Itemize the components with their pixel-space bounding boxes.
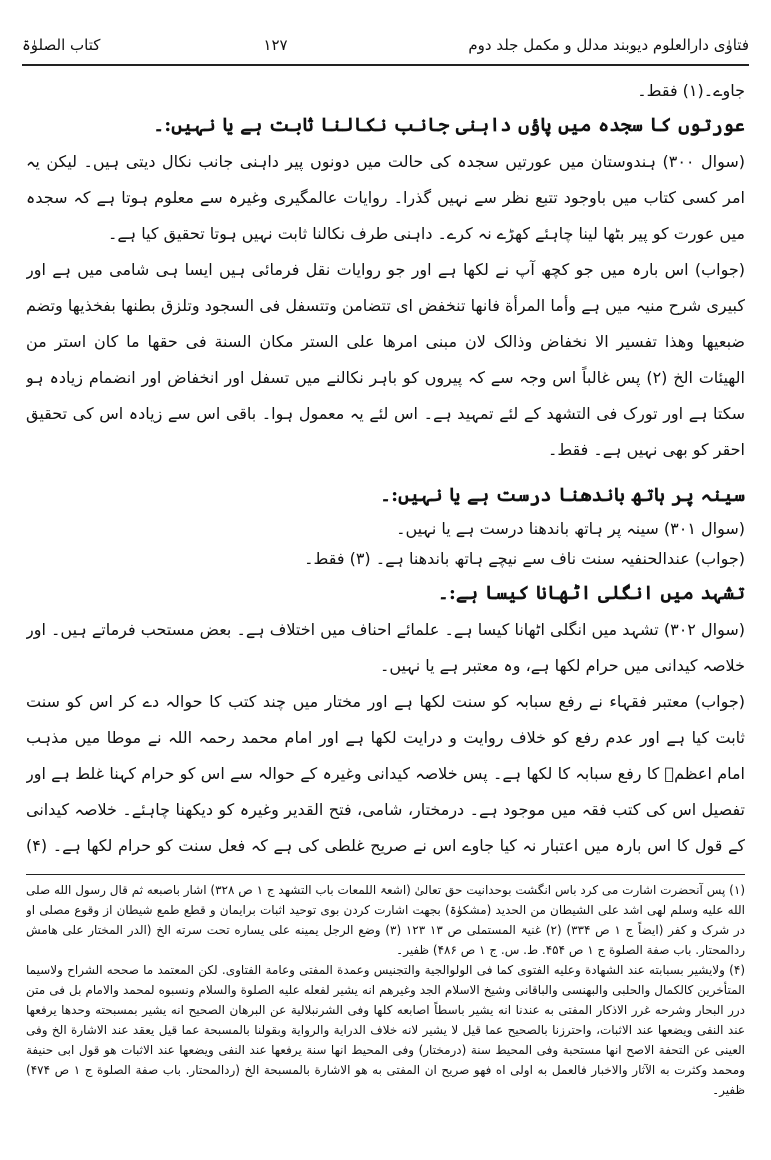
page-number: ۱۲۷	[263, 36, 288, 54]
running-header	[22, 28, 749, 62]
question-301: (سوال ۳۰۱) سینہ پر ہاتھ باندھنا درست ہے یا نہیں۔	[396, 519, 745, 538]
section-heading-302: تشہد میں انگلی اٹھانا کیسا ہے:۔	[437, 582, 745, 604]
section-heading-301: سینہ پر ہاتھ باندھنا درست ہے یا نہیں:۔	[379, 484, 745, 506]
answer-300: (جواب) اس بارہ میں جو کچھ آپ نے لکھا ہے اور جو روایات نقل فرمائی ہیں ایسا ہی شامی میں ہے اور کبیری شرح منیہ میں ہے وأما المرأة فانها تنخفض ای تتضامن وتتسفل فی السجود وتلزق بطنها بفخذیها وتضم ضبعیها وهذا تفسیر الا نخفاض وذالک لان مبنی امرها علی الستر مکان السنة فی حقها ما کان استر من الهیئات الخ (۲) پس غالباً اس وجہ سے کہ پیروں کو باہر نکالنے میں تسفل اور انخفاض اور انضمام زیادہ ہو سکتا ہے اور تورک فی التشهد کے لئے تمہید ہے۔ اس لئے یہ معمول ہوا۔ باقی اس سے زیادہ اس کی تحقیق احقر کو بھی نہیں ہے۔ فقط۔	[26, 260, 745, 459]
footnote-1-3: (۱) پس آنحضرت اشارت می کرد باس انگشت بوحدانیت حق تعالیٰ (اشعۃ اللمعات باب التشهد ج ۱ ص ۳۲۸) اشار باصبعه ثم قال رسول الله صلی الله علیه وسلم لهی اشد علی الشیطان من الحدید (مشکوٰۃ) بجهت اشارت کردن بوی توحید اثبات برایمان و قطع طمع شیطان از وقوع مصلی او در شرک و کفر (ایضاً ج ۱ ص ۳۳۴) (۲) غنیۃ المستملی ص ۱۳ ۱۲۳ (۳) وضع الرجل یمینه علی یساره تحت سرته الخ (الدر المختار علی هامش ردالمحتار. باب صفة الصلوة ج ۱ ص ۴۵۴. ط. س. ج ۱ ص ۴۸۶) ظفیر۔	[26, 883, 745, 957]
footnotes	[26, 880, 745, 1150]
footnote-divider	[26, 874, 745, 875]
section-heading-300: عورتوں کا سجدہ میں پاؤں داہنی جانب نکالنا ثابت ہے یا نہیں:۔	[153, 114, 745, 136]
header-divider	[22, 64, 749, 66]
book-title: فتاوٰی دارالعلوم دیوبند مدلل و مکمل جلد دوم	[468, 36, 749, 54]
question-300: (سوال ۳۰۰) ہندوستان میں عورتیں سجدہ کی حالت میں دونوں پیر داہنی جانب نکال دیتی ہیں۔ لیکن یہ امر کسی کتاب میں باوجود تتبع نظر سے نہیں گذرا۔ روایات عالمگیری وغیرہ سے معلوم ہوتا ہے کہ سجدہ میں عورت کو پیر بٹھا لینا چاہئے کھڑے نہ کرے۔ داہنی طرف نکالنا ثابت نہیں ہوتا تحقیق کیا ہے۔	[26, 152, 745, 243]
answer-302: (جواب) معتبر فقہاء نے رفع سبابہ کو سنت لکھا ہے اور مختار میں چند کتب کا حوالہ دے کر اس کو سنت ثابت کیا ہے اور عدم رفع کو خلاف روایت و درایت لکھا ہے اور امام محمد رحمہ اللہ نے موطا میں مذہب امام اعظمؒ کا رفع سبابہ کا لکھا ہے۔ پس خلاصہ کیدانی وغیرہ کے حوالہ سے اس کو حرام کہنا غلط ہے اور تفصیل اس کی کتب فقہ میں موجود ہے۔ درمختار، شامی، فتح القدیر وغیرہ کو دیکھنا چاہئے۔ خلاصہ کیدانی کے قول کا اس بارہ میں اعتبار نہ کیا جاوے اس نے صریح غلطی کی ہے کہ فعل سنت کو حرام لکھا ہے۔ (۴)	[26, 692, 745, 855]
chapter-title: کتاب الصلوٰۃ	[22, 36, 101, 54]
question-302: (سوال ۳۰۲) تشہد میں انگلی اٹھانا کیسا ہے۔ علمائے احناف میں اختلاف ہے۔ بعض مستحب فرماتے ہیں۔ اور خلاصہ کیدانی میں حرام لکھا ہے، وہ معتبر ہے یا نہیں۔	[26, 620, 745, 675]
footnote-4: (۴) ولایشیر بسبابته عند الشهادة وعلیه الفتوی کما فی الولوالجیة والتجنیس وعمدة المفتی وعامة الفتاوی. لکن المعتمد ما صححه الشراح ولاسیما المتأخرین کالکمال والحلبی والبهنسی والباقانی وشیخ الاسلام الجد وغیرهم انه یشیر لفعله علیه الصلوة والسلام ونسبوه لمحمد والامام بل فی متن درر البحار وشرحه غرر الاذکار المفتی به عندنا انه یشیر باسطاً اصابعه کلها وفی الشرنبلالیة عن البرهان الصحیح انه یشیر بمسبحته وحدها یرفعها عند النفی ویضعها عند الاثبات، واحترزنا بالصحیح عما قیل لا یشیر لانه خلاف الدرایة والروایة وبقولنا بالمسبحة عما قیل یعقد عند الاشارة الخ وفی العینی عن التحفة الاصح انها مستحبة وفی المحیط سنة (درمختار) وفی المحیط انها سنة یرفعها عند النفی ویضعها عند الاثبات هو قول ابی حنیفة ومحمد وکثرت به الآثار والاخبار فالعمل به اولی اه فهو صریح ان المفتی به هو الاشارة بالمسبحة الخ (ردالمحتار. باب صفة الصلوة ج ۱ ص ۴۷۴) ظفیر۔	[26, 963, 745, 1097]
answer-301: (جواب) عندالحنفیہ سنت ناف سے نیچے ہاتھ باندھنا ہے۔ (۳) فقط۔	[304, 549, 745, 568]
main-text	[26, 76, 745, 866]
opening-line: جاوے۔(۱) فقط۔	[637, 81, 745, 100]
